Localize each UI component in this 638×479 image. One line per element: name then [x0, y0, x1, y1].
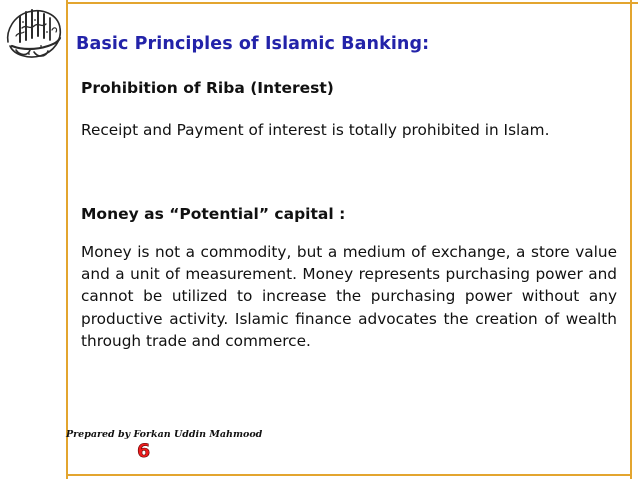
slide-title: Basic Principles of Islamic Banking:: [76, 34, 430, 54]
page-number: 6: [137, 440, 151, 462]
section-body-money: Money is not a commodity, but a medium of exchange, a store value and a unit of measurement. Money represents purchasing power and cannot be utilized to increase the purchasing power without any productive activity. Islamic finance advocates the creation of wealth through trade and commerce.: [81, 243, 617, 350]
section-body-riba: Receipt and Payment of interest is totally prohibited in Islam.: [81, 121, 550, 139]
section-heading-money: Money as “Potential” capital :: [81, 205, 346, 223]
footer-author: Prepared by Forkan Uddin Mahmood: [66, 429, 263, 440]
frame-bottom-border: [66, 474, 632, 476]
frame-left-border: [66, 0, 68, 479]
frame-top-border: [68, 2, 638, 4]
arabic-calligraphy-logo: [2, 2, 66, 64]
section-heading-riba: Prohibition of Riba (Interest): [81, 79, 334, 97]
frame-right-border: [630, 0, 632, 479]
